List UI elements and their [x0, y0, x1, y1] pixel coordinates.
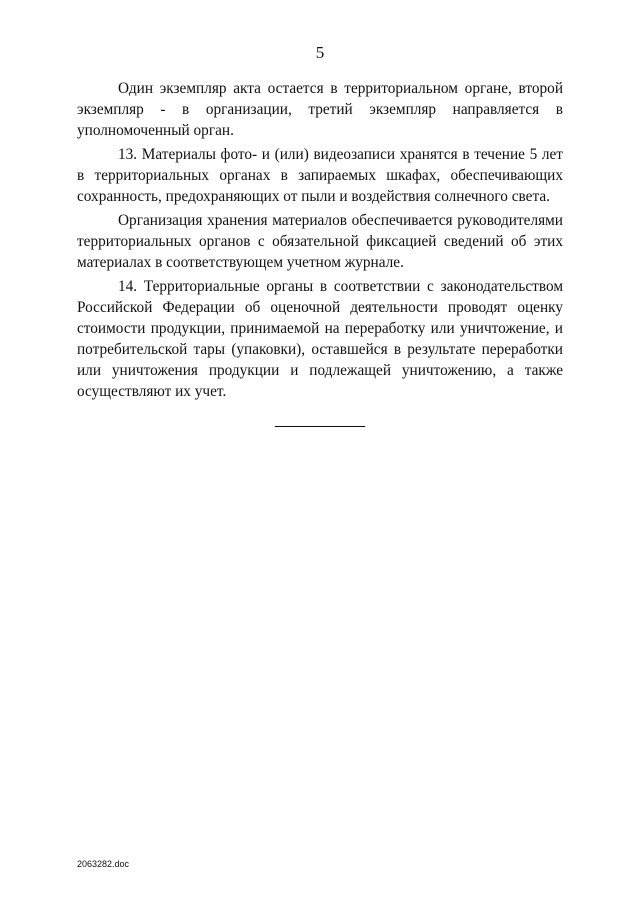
- section-divider-line: [275, 426, 365, 427]
- paragraph-storage-organization: Организация хранения материалов обеспечивается руководителями территориальных органов с обязательной фиксацией сведений об этих материалах в соответствующем учетном журнале.: [77, 212, 563, 271]
- paragraph-item-14: 14. Территориальные органы в соответствии с законодательством Российской Федерации об оценочной деятельности проводят оценку стоимости продукции, принимаемой на переработку или уничтожение, и потребительской тары (упаковки), оставшейся в результате переработки или уничтожения продукции и подлежащей уничтожению, а также осуществляют их учет.: [77, 278, 563, 400]
- paragraph-act-copies: Один экземпляр акта остается в территориальном органе, второй экземпляр - в организации, третий экземпляр направляется в уполномоченный орган.: [77, 80, 563, 139]
- footer-filename: 2063282.doc: [77, 859, 130, 869]
- paragraph-item-13: 13. Материалы фото- и (или) видеозаписи хранятся в течение 5 лет в территориальных органах в запираемых шкафах, обеспечивающих сохранность, предохраняющих от пыли и воздействия солнечного света.: [77, 146, 563, 205]
- page-number: 5: [315, 43, 325, 62]
- document-body: [77, 78, 563, 405]
